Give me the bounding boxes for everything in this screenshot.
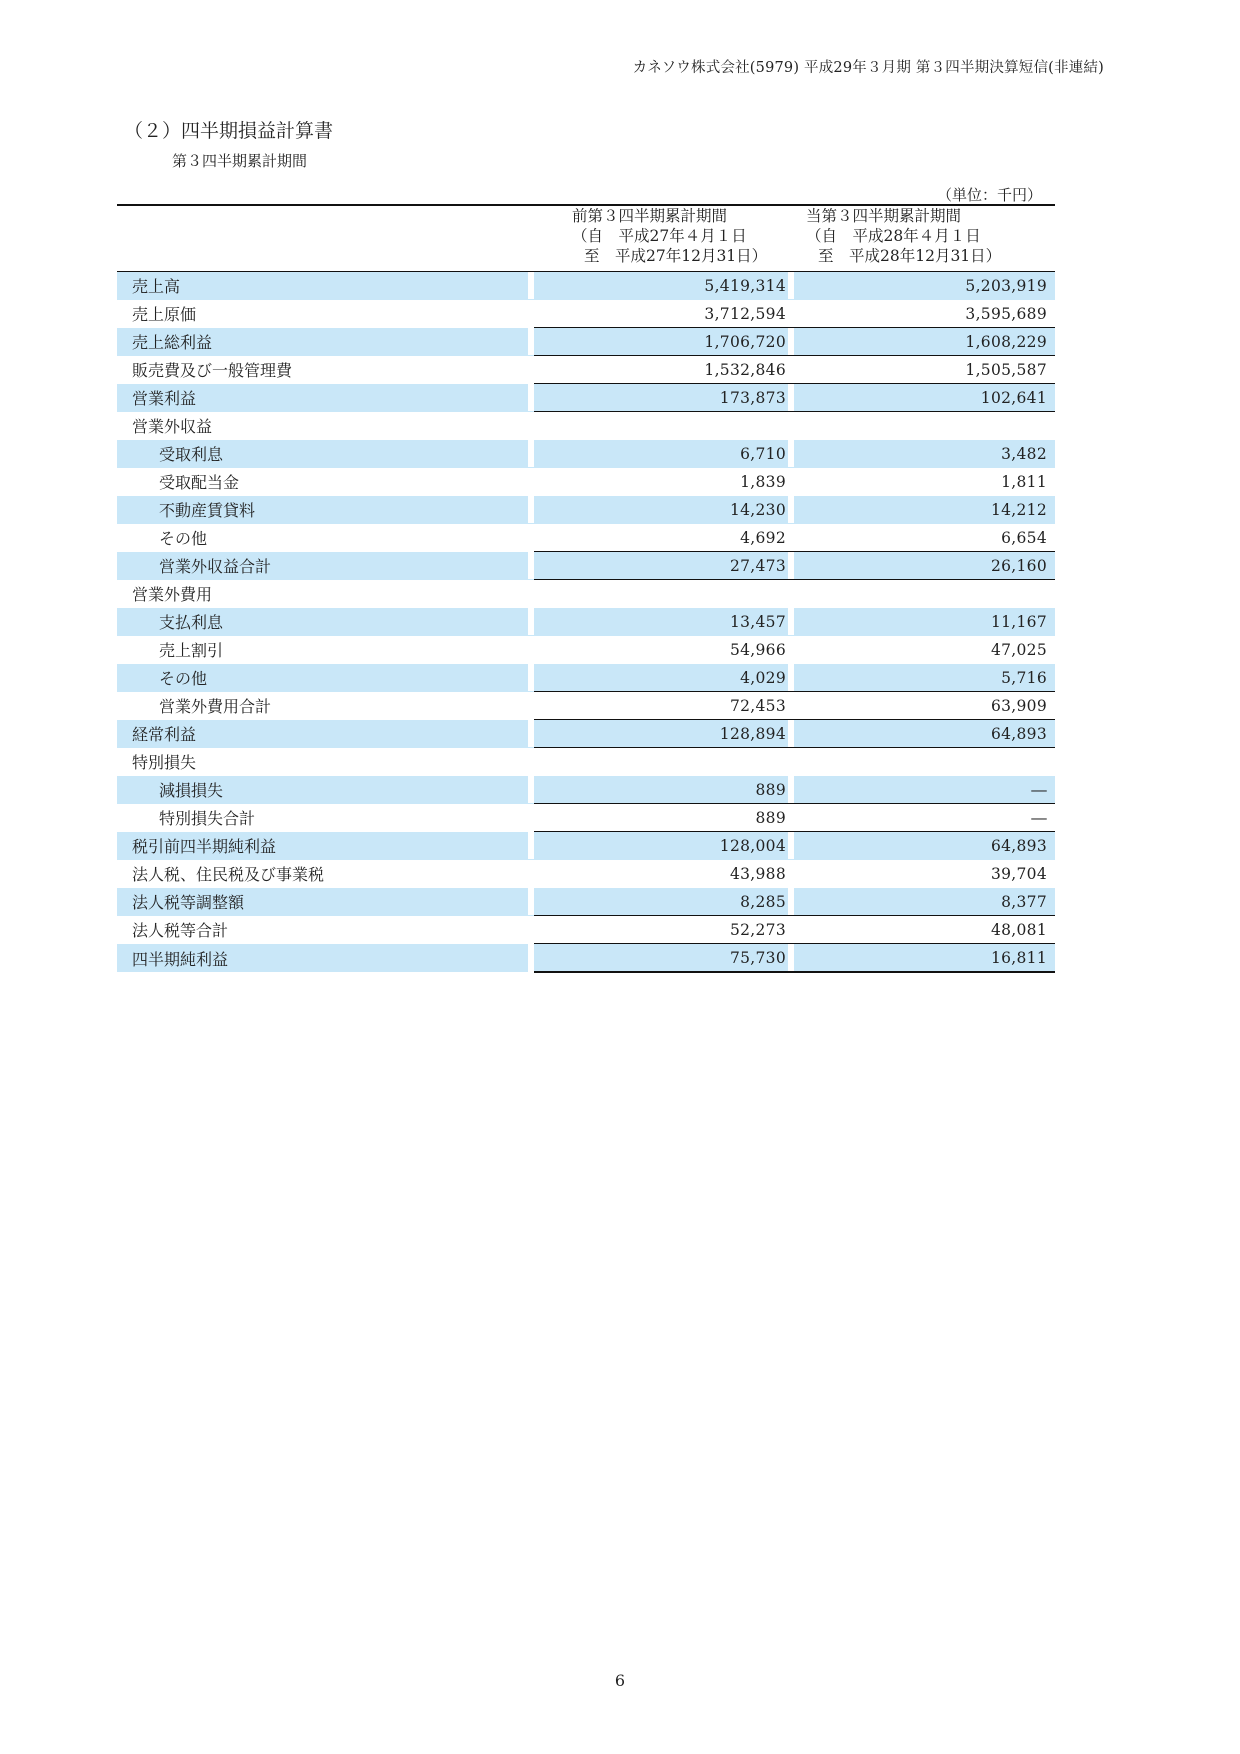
row-prev-value: 72,453 bbox=[534, 692, 794, 720]
table-row bbox=[117, 580, 1055, 608]
row-curr-value: 48,081 bbox=[794, 916, 1055, 944]
row-label: 営業外収益 bbox=[132, 417, 213, 436]
row-prev-value bbox=[534, 580, 794, 608]
row-curr-value bbox=[794, 412, 1055, 440]
header-label-cell bbox=[117, 205, 534, 272]
table-row bbox=[117, 776, 1055, 804]
page-number: 6 bbox=[614, 1671, 626, 1690]
row-label: 経常利益 bbox=[117, 720, 534, 748]
row-prev-value: 1,532,846 bbox=[534, 356, 794, 384]
row-label: 営業外費用 bbox=[132, 585, 213, 604]
table-row bbox=[117, 888, 1055, 916]
row-label: 税引前四半期純利益 bbox=[117, 832, 534, 860]
row-curr-value: 64,893 bbox=[794, 832, 1055, 860]
row-prev-value: 1,706,720 bbox=[534, 328, 794, 356]
row-label: 売上総利益 bbox=[117, 328, 534, 356]
row-prev-value: 128,004 bbox=[534, 832, 794, 860]
row-curr-value: 5,716 bbox=[794, 664, 1055, 692]
row-curr-value: 6,654 bbox=[1001, 528, 1047, 547]
row-prev-value: 889 bbox=[534, 776, 794, 804]
row-prev-value: 3,712,594 bbox=[704, 304, 786, 323]
header-curr-period bbox=[794, 205, 1055, 272]
table-row bbox=[117, 860, 1055, 888]
row-curr-value: 1,811 bbox=[1001, 472, 1047, 491]
row-prev-value: 889 bbox=[534, 804, 794, 832]
table-row bbox=[117, 384, 1055, 412]
row-label: 不動産賃貸料 bbox=[117, 496, 534, 524]
header-prev-period bbox=[534, 205, 794, 272]
table-row bbox=[117, 692, 1055, 720]
row-label: 売上原価 bbox=[132, 305, 197, 324]
row-prev-value: 8,285 bbox=[534, 888, 794, 916]
row-label: 売上割引 bbox=[159, 641, 224, 660]
row-curr-value: 47,025 bbox=[990, 640, 1047, 659]
curr-period-to: 至 平成28年12月31日） bbox=[818, 247, 1002, 265]
row-curr-value: 11,167 bbox=[794, 608, 1055, 636]
row-prev-value: 13,457 bbox=[534, 608, 794, 636]
unit-label: （単位：千円） bbox=[937, 186, 1043, 204]
row-curr-value: 3,482 bbox=[794, 440, 1055, 468]
row-prev-value bbox=[534, 748, 794, 776]
table-row bbox=[117, 720, 1055, 748]
table-row bbox=[117, 356, 1055, 384]
table-row bbox=[117, 468, 1055, 496]
table-row bbox=[117, 524, 1055, 552]
row-prev-value: 5,419,314 bbox=[534, 272, 794, 300]
row-curr-value: 16,811 bbox=[794, 944, 1055, 973]
table-row bbox=[117, 944, 1055, 973]
row-prev-value: 27,473 bbox=[534, 552, 794, 580]
row-curr-value bbox=[794, 748, 1055, 776]
row-prev-value: 75,730 bbox=[534, 944, 794, 973]
row-prev-value: 173,873 bbox=[534, 384, 794, 412]
table-row bbox=[117, 300, 1055, 328]
row-prev-value: 52,273 bbox=[534, 916, 794, 944]
row-prev-value: 128,894 bbox=[534, 720, 794, 748]
row-prev-value: 14,230 bbox=[534, 496, 794, 524]
row-curr-value: 5,203,919 bbox=[794, 272, 1055, 300]
prev-period-from: （自 平成27年４月１日 bbox=[572, 227, 747, 245]
row-label: 営業外収益合計 bbox=[117, 552, 534, 580]
row-curr-value: ― bbox=[794, 776, 1055, 804]
table-row bbox=[117, 412, 1055, 440]
row-curr-value: 39,704 bbox=[990, 864, 1047, 883]
prev-period-title: 前第３四半期累計期間 bbox=[572, 207, 728, 225]
table-row bbox=[117, 636, 1055, 664]
row-curr-value: 26,160 bbox=[794, 552, 1055, 580]
row-curr-value: 1,608,229 bbox=[794, 328, 1055, 356]
table-header-row bbox=[117, 205, 1055, 272]
row-curr-value: 14,212 bbox=[794, 496, 1055, 524]
table-row bbox=[117, 608, 1055, 636]
row-curr-value: 102,641 bbox=[794, 384, 1055, 412]
row-prev-value: 6,710 bbox=[534, 440, 794, 468]
row-label: 売上高 bbox=[117, 272, 534, 300]
row-prev-value: 54,966 bbox=[729, 640, 786, 659]
row-label: 法人税、住民税及び事業税 bbox=[132, 865, 325, 884]
row-label: 支払利息 bbox=[117, 608, 534, 636]
row-curr-value: ― bbox=[794, 804, 1055, 832]
curr-period-from: （自 平成28年４月１日 bbox=[806, 227, 981, 245]
table-row bbox=[117, 272, 1055, 300]
table-row bbox=[117, 804, 1055, 832]
prev-period-to: 至 平成27年12月31日） bbox=[584, 247, 768, 265]
row-label: 減損損失 bbox=[117, 776, 534, 804]
table-row bbox=[117, 916, 1055, 944]
row-prev-value bbox=[534, 412, 794, 440]
table-row bbox=[117, 748, 1055, 776]
row-prev-value: 4,029 bbox=[534, 664, 794, 692]
row-prev-value: 4,692 bbox=[740, 528, 786, 547]
row-label: その他 bbox=[159, 529, 208, 548]
curr-period-title: 当第３四半期累計期間 bbox=[806, 207, 962, 225]
table-row bbox=[117, 440, 1055, 468]
table-row bbox=[117, 328, 1055, 356]
row-label: 特別損失合計 bbox=[159, 809, 256, 828]
row-label: 四半期純利益 bbox=[117, 944, 534, 973]
row-label: 法人税等調整額 bbox=[117, 888, 534, 916]
row-curr-value: 63,909 bbox=[794, 692, 1055, 720]
row-label: 法人税等合計 bbox=[132, 921, 229, 940]
row-curr-value: 3,595,689 bbox=[965, 304, 1047, 323]
row-label: 受取配当金 bbox=[159, 473, 240, 492]
table-row bbox=[117, 832, 1055, 860]
row-curr-value: 64,893 bbox=[794, 720, 1055, 748]
document-header-note: カネソウ株式会社(5979) 平成29年３月期 第３四半期決算短信(非連結) bbox=[632, 60, 1104, 76]
table-row bbox=[117, 664, 1055, 692]
row-curr-value bbox=[794, 580, 1055, 608]
row-label: 販売費及び一般管理費 bbox=[132, 361, 293, 380]
period-label: 第３四半期累計期間 bbox=[172, 152, 308, 170]
table-row bbox=[117, 552, 1055, 580]
row-prev-value: 1,839 bbox=[740, 472, 786, 491]
row-label: 特別損失 bbox=[132, 753, 197, 772]
row-curr-value: 8,377 bbox=[794, 888, 1055, 916]
row-label: 営業利益 bbox=[117, 384, 534, 412]
income-statement-table bbox=[117, 204, 1055, 973]
section-title: （２）四半期損益計算書 bbox=[124, 120, 334, 142]
table-row bbox=[117, 496, 1055, 524]
row-label: 受取利息 bbox=[117, 440, 534, 468]
row-label: 営業外費用合計 bbox=[159, 697, 272, 716]
row-curr-value: 1,505,587 bbox=[794, 356, 1055, 384]
row-prev-value: 43,988 bbox=[729, 864, 786, 883]
row-label: その他 bbox=[117, 664, 534, 692]
